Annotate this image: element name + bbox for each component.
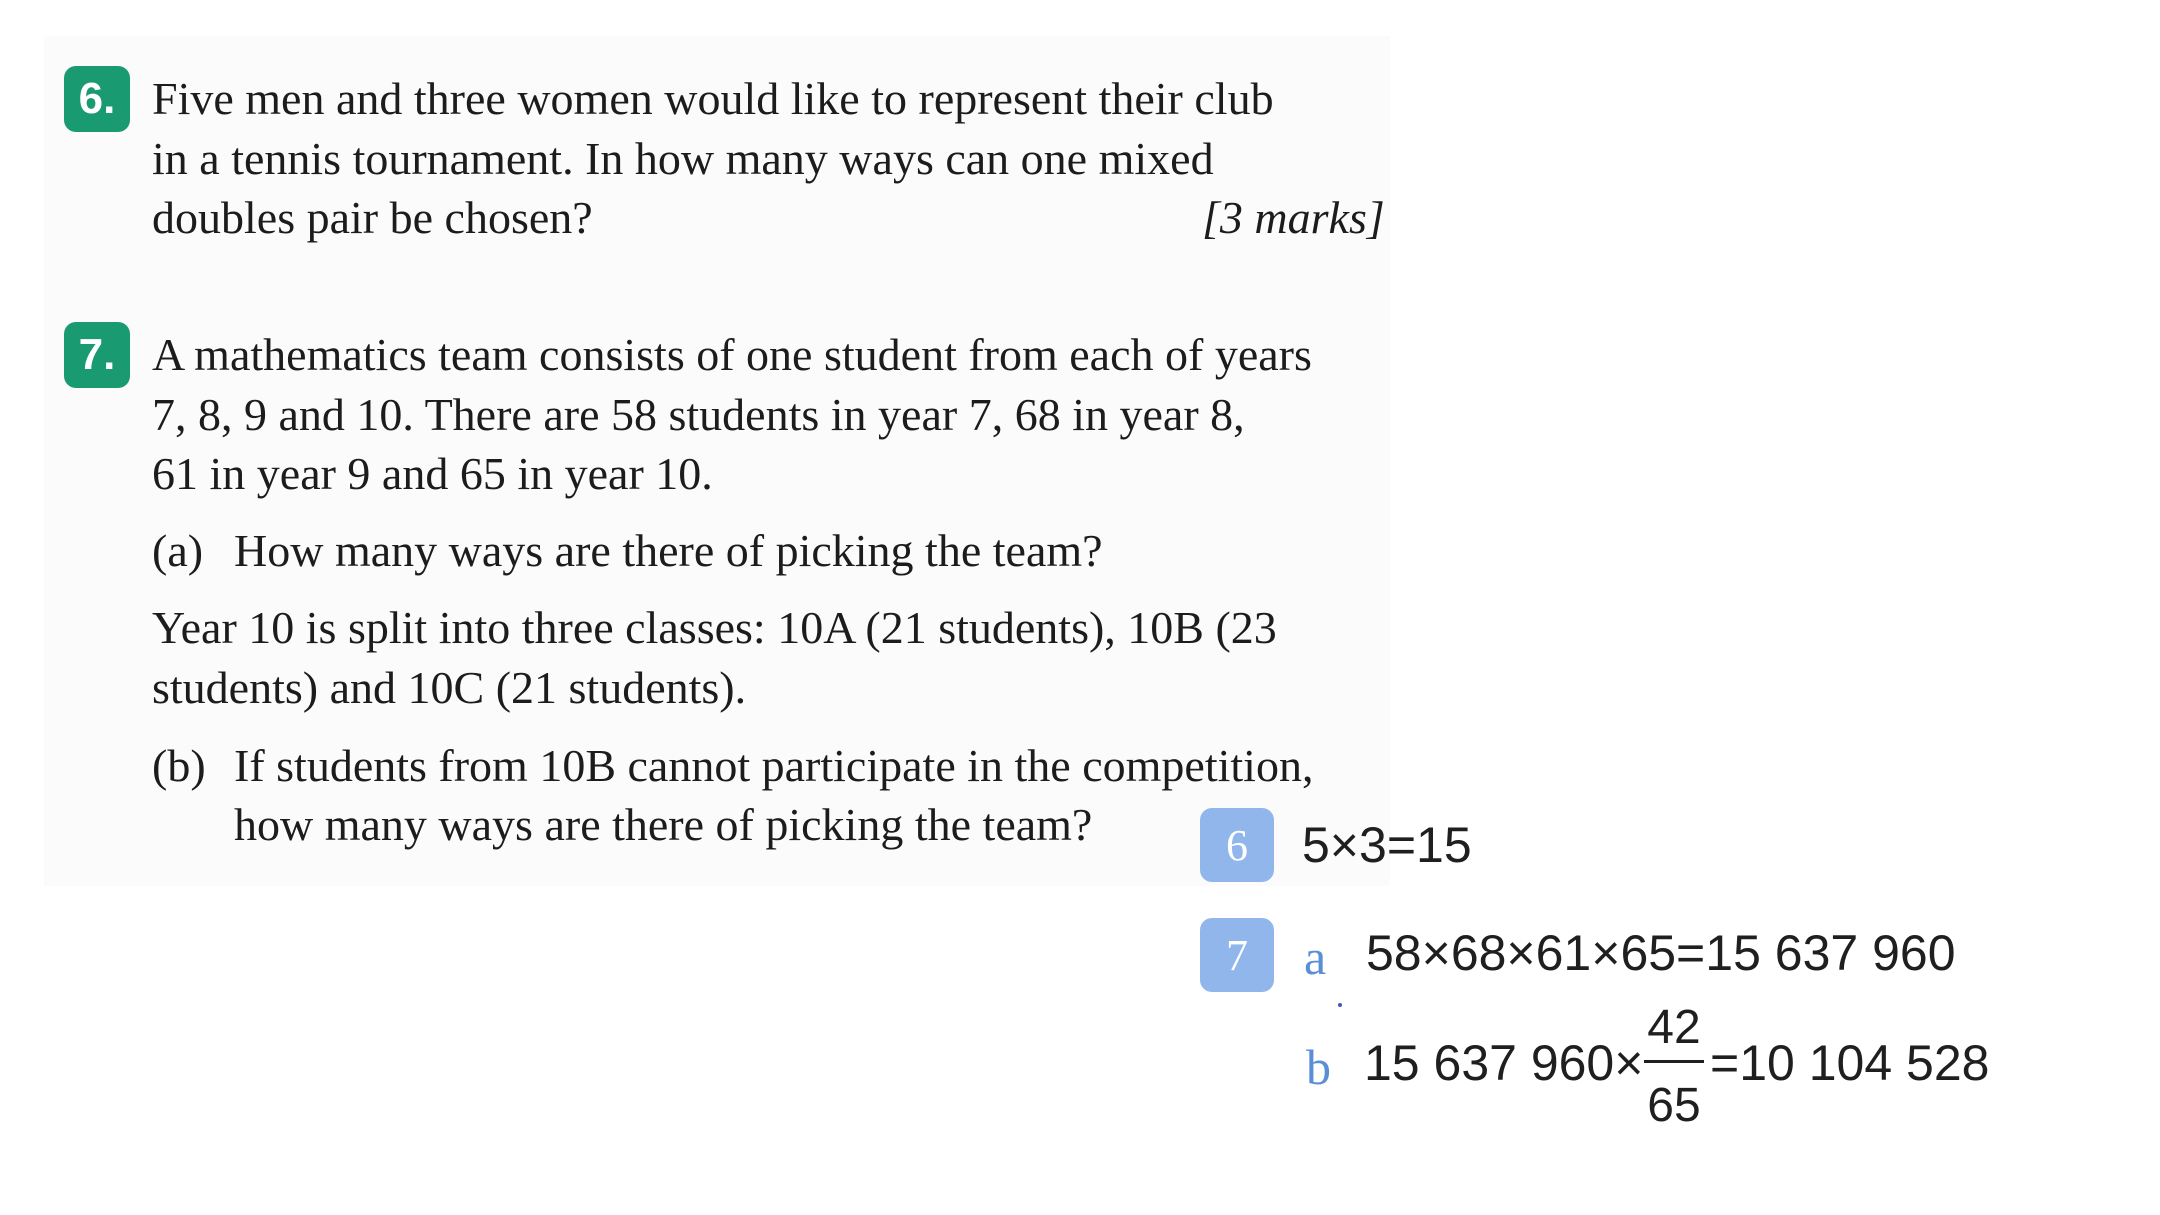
question-6-marks: [3 marks] bbox=[1202, 192, 1385, 243]
answer-7-fraction-bar bbox=[1644, 1060, 1704, 1063]
answer-7-part-b-right: =10 104 528 bbox=[1710, 1035, 1990, 1091]
question-7-line-1: A mathematics team consists of one student from each of years bbox=[152, 329, 1312, 380]
question-7-line-2: 7, 8, 9 and 10. There are 58 students in year 7, 68 in year 8, bbox=[152, 389, 1245, 440]
question-7-badge: 7. bbox=[64, 322, 130, 388]
question-7-part-b-line-1: If students from 10B cannot participate in the competition, bbox=[234, 740, 1314, 791]
question-7-part-a-text: How many ways are there of picking the team? bbox=[234, 525, 1103, 576]
question-6-line-1: Five men and three women would like to represent their club bbox=[152, 73, 1274, 124]
answer-7-fraction-denominator: 65 bbox=[1647, 1079, 1701, 1132]
question-6-line-3: doubles pair be chosen? bbox=[152, 192, 593, 243]
answer-7-part-b-label: b bbox=[1306, 1039, 1331, 1095]
answer-7-part-a-text: 58×68×61×65=15 637 960 bbox=[1366, 925, 1956, 981]
question-7-part-b-line-2: how many ways are there of picking the team? bbox=[234, 799, 1093, 850]
answer-6-badge: 6 bbox=[1200, 808, 1274, 882]
answer-6-text: 5×3=15 bbox=[1302, 817, 1472, 873]
question-7-part-b-label: (b) bbox=[152, 740, 206, 791]
answer-7-part-a-label: a bbox=[1304, 929, 1327, 985]
question-7-split-line-1: Year 10 is split into three classes: 10A (21 students), 10B (23 bbox=[152, 602, 1277, 653]
stray-mark bbox=[1338, 1003, 1342, 1007]
question-6-line-2: in a tennis tournament. In how many ways can one mixed bbox=[152, 133, 1214, 184]
answer-7-part-b-left: 15 637 960× bbox=[1364, 1035, 1644, 1091]
question-7-split-line-2: students) and 10C (21 students). bbox=[152, 662, 747, 713]
question-6-badge: 6. bbox=[64, 66, 130, 132]
question-7-part-a-label: (a) bbox=[152, 525, 204, 576]
question-7-line-3: 61 in year 9 and 65 in year 10. bbox=[152, 448, 713, 499]
answer-7-badge: 7 bbox=[1200, 918, 1274, 992]
answer-7-fraction-numerator: 42 bbox=[1647, 1001, 1701, 1054]
